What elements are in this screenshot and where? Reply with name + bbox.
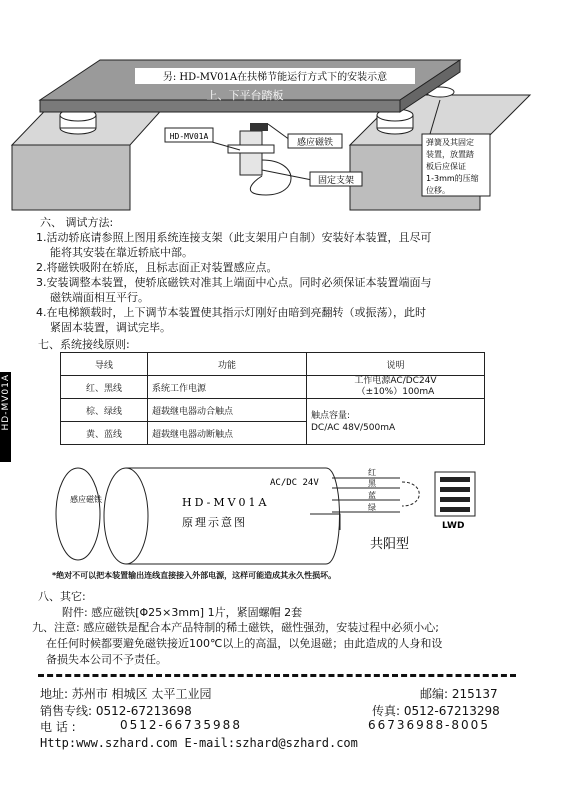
schematic-model: HD-MV01A — [182, 496, 270, 509]
svg-text:红 黑 蓝 绿 — [368, 467, 379, 512]
schematic-magnet-label: 感应磁铁 — [70, 495, 102, 504]
note-line: 九、注意: 感应磁铁是配合本产品特制的稀土磁铁，磁性强劲，安装过程中必须小心; — [32, 621, 439, 634]
cell-wire: 棕、绿线 — [61, 399, 148, 422]
note-line: 在任何时候都要避免磁铁接近100℃以上的高温，以免退磁；由此造成的人身和设 — [46, 637, 443, 650]
fax: 传真: 0512-67213298 — [372, 704, 500, 718]
spring-note-line: 装置，放置踏 — [426, 150, 474, 159]
svg-text:感应磁铁 — [70, 494, 102, 504]
step-line: 1.活动轿底请参照上图用系统连接支架（此支架用户自制）安装好本装置，且尽可 — [36, 231, 432, 244]
step-line: 紧固本装置，调试完毕。 — [50, 321, 171, 334]
sales-line: 销售专线: 0512-67213698 — [40, 704, 192, 718]
section7-title: 七、系统接线原则: — [38, 338, 130, 351]
wire-label: 红 — [368, 468, 376, 477]
step-line: 磁铁端面相互平行。 — [50, 291, 149, 304]
cell-function: 超载继电器动断触点 — [148, 422, 307, 445]
table-row — [61, 376, 485, 399]
phone-secondary: 66736988-8005 — [368, 718, 490, 732]
diagram-caption: 另: HD-MV01A在扶梯节能运行方式下的安装示意 — [162, 72, 388, 83]
wire-label: 黑 — [368, 479, 376, 488]
phone-label: 电 话 : — [40, 720, 76, 734]
cell-function: 系统工作电源 — [148, 376, 307, 399]
postcode: 邮编: 215137 — [420, 687, 498, 701]
desc-line: 触点容量: — [311, 410, 351, 421]
type-label: 共阳型 — [370, 537, 410, 552]
table-row — [61, 399, 485, 422]
plate-label: 上、下平台踏板 — [206, 89, 284, 102]
schematic-diagram — [40, 462, 510, 567]
step-line: 3.安装调整本装置，使轿底磁铁对准其上端面中心点。同时必须保证本装置端面与 — [36, 276, 432, 289]
power-label: AC/DC 24V — [270, 478, 319, 488]
phone-primary: 0512-66735988 — [120, 718, 242, 732]
cell-description — [307, 399, 485, 445]
wiring-table — [60, 352, 485, 445]
warning-note: *绝对不可以把本装置输出连线直接接入外部电源，这样可能造成其永久性损坏。 — [52, 571, 337, 580]
step-line: 4.在电梯额载时，上下调节本装置使其指示灯刚好由暗到亮翻转（或振荡），此时 — [36, 306, 426, 319]
separator — [38, 674, 516, 677]
installation-diagram — [0, 0, 561, 212]
note-line: 备损失本公司不予责任。 — [46, 653, 167, 666]
desc-line: DC/AC 48V/500mA — [311, 422, 396, 433]
step-line: 能将其安装在靠近轿底中部。 — [50, 246, 193, 259]
cell-wire: 黄、蓝线 — [61, 422, 148, 445]
device-label: HD-MV01A — [169, 132, 209, 141]
cell-wire: 红、黑线 — [61, 376, 148, 399]
spring-note-line: 位移。 — [426, 186, 450, 195]
wire-label: 绿 — [368, 503, 376, 512]
bracket-label: 固定支架 — [317, 176, 355, 186]
spring-note-line: 弹簧及其固定 — [426, 138, 474, 147]
connector-label: LWD — [442, 521, 465, 531]
cell-function: 超载继电器动合触点 — [148, 399, 307, 422]
header-wire: 导线 — [61, 353, 148, 376]
schematic-subtitle: 原理示意图 — [182, 516, 247, 529]
section8-title: 八、其它: — [38, 590, 86, 603]
step-line: 2.将磁铁吸附在轿底，且标志面正对装置感应点。 — [36, 261, 278, 274]
side-tab: HD-MV01A — [0, 372, 11, 462]
header-function: 功能 — [148, 353, 307, 376]
spring-note-line: 1-3mm的压缩 — [426, 174, 479, 183]
accessory-line: 附件: 感应磁铁[Φ25×3mm] 1片，紧固螺帽 2套 — [62, 606, 303, 619]
desc-line: （±10%）100mA — [356, 387, 435, 397]
wire-label: 蓝 — [368, 491, 376, 500]
table-header-row — [61, 353, 485, 376]
desc-line: 工作电源AC/DC24V — [354, 376, 437, 386]
spring-note-line: 板后应保证 — [426, 162, 466, 171]
cell-description — [307, 376, 485, 399]
web-email[interactable]: Http:www.szhard.com E-mail:szhard@szhard.com — [40, 736, 358, 750]
section6-title: 六、 调试方法: — [40, 216, 114, 229]
address: 地址: 苏州市 相城区 太平工业园 — [40, 687, 212, 701]
header-description: 说明 — [307, 353, 485, 376]
magnet-label: 感应磁铁 — [296, 138, 334, 148]
